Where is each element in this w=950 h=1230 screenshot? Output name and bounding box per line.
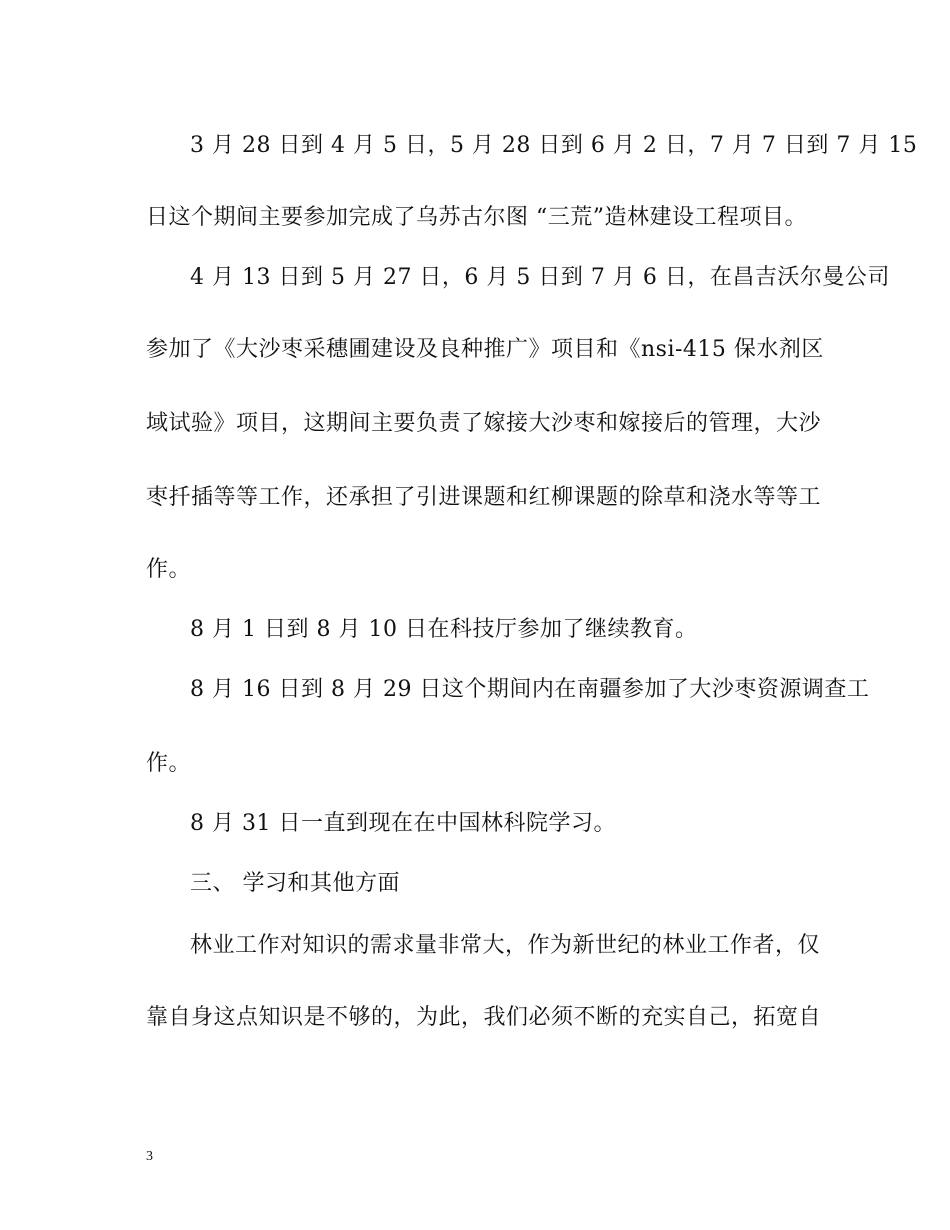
paragraph-line: 3 月 28 日到 4 月 5 日，5 月 28 日到 6 月 2 日，7 月 7 日到 7 月 15 [190,133,918,158]
paragraph-line: 作。 [146,751,192,776]
paragraph-line: 林业工作对知识的需求量非常大，作为新世纪的林业工作者，仅 [190,933,821,958]
page-number: 3 [146,1149,153,1164]
paragraph-line: 靠自身这点知识是不够的，为此，我们必须不断的充实自己，拓宽自 [146,1005,822,1030]
paragraph-line: 域试验》项目，这期间主要负责了嫁接大沙枣和嫁接后的管理，大沙 [146,411,822,436]
section-heading: 三、 学习和其他方面 [190,871,400,896]
paragraph-line: 8 月 31 日一直到现在在中国林科院学习。 [190,811,616,836]
paragraph-line: 8 月 1 日到 8 月 10 日在科技厅参加了继续教育。 [190,617,698,642]
paragraph-line: 枣扦插等等工作，还承担了引进课题和红柳课题的除草和浇水等等工 [146,485,822,510]
paragraph-line: 参加了《大沙枣采穗圃建设及良种推广》项目和《nsi-415 保水剂区 [146,337,824,362]
paragraph-line: 日这个期间主要参加完成了乌苏古尔图 “三荒”造林建设工程项目。 [146,205,807,230]
paragraph-line: 8 月 16 日到 8 月 29 日这个期间内在南疆参加了大沙枣资源调查工 [190,677,870,702]
paragraph-line: 4 月 13 日到 5 月 27 日，6 月 5 日到 7 月 6 日，在昌吉沃尔曼公司 [190,265,890,290]
paragraph-line: 作。 [146,557,192,582]
